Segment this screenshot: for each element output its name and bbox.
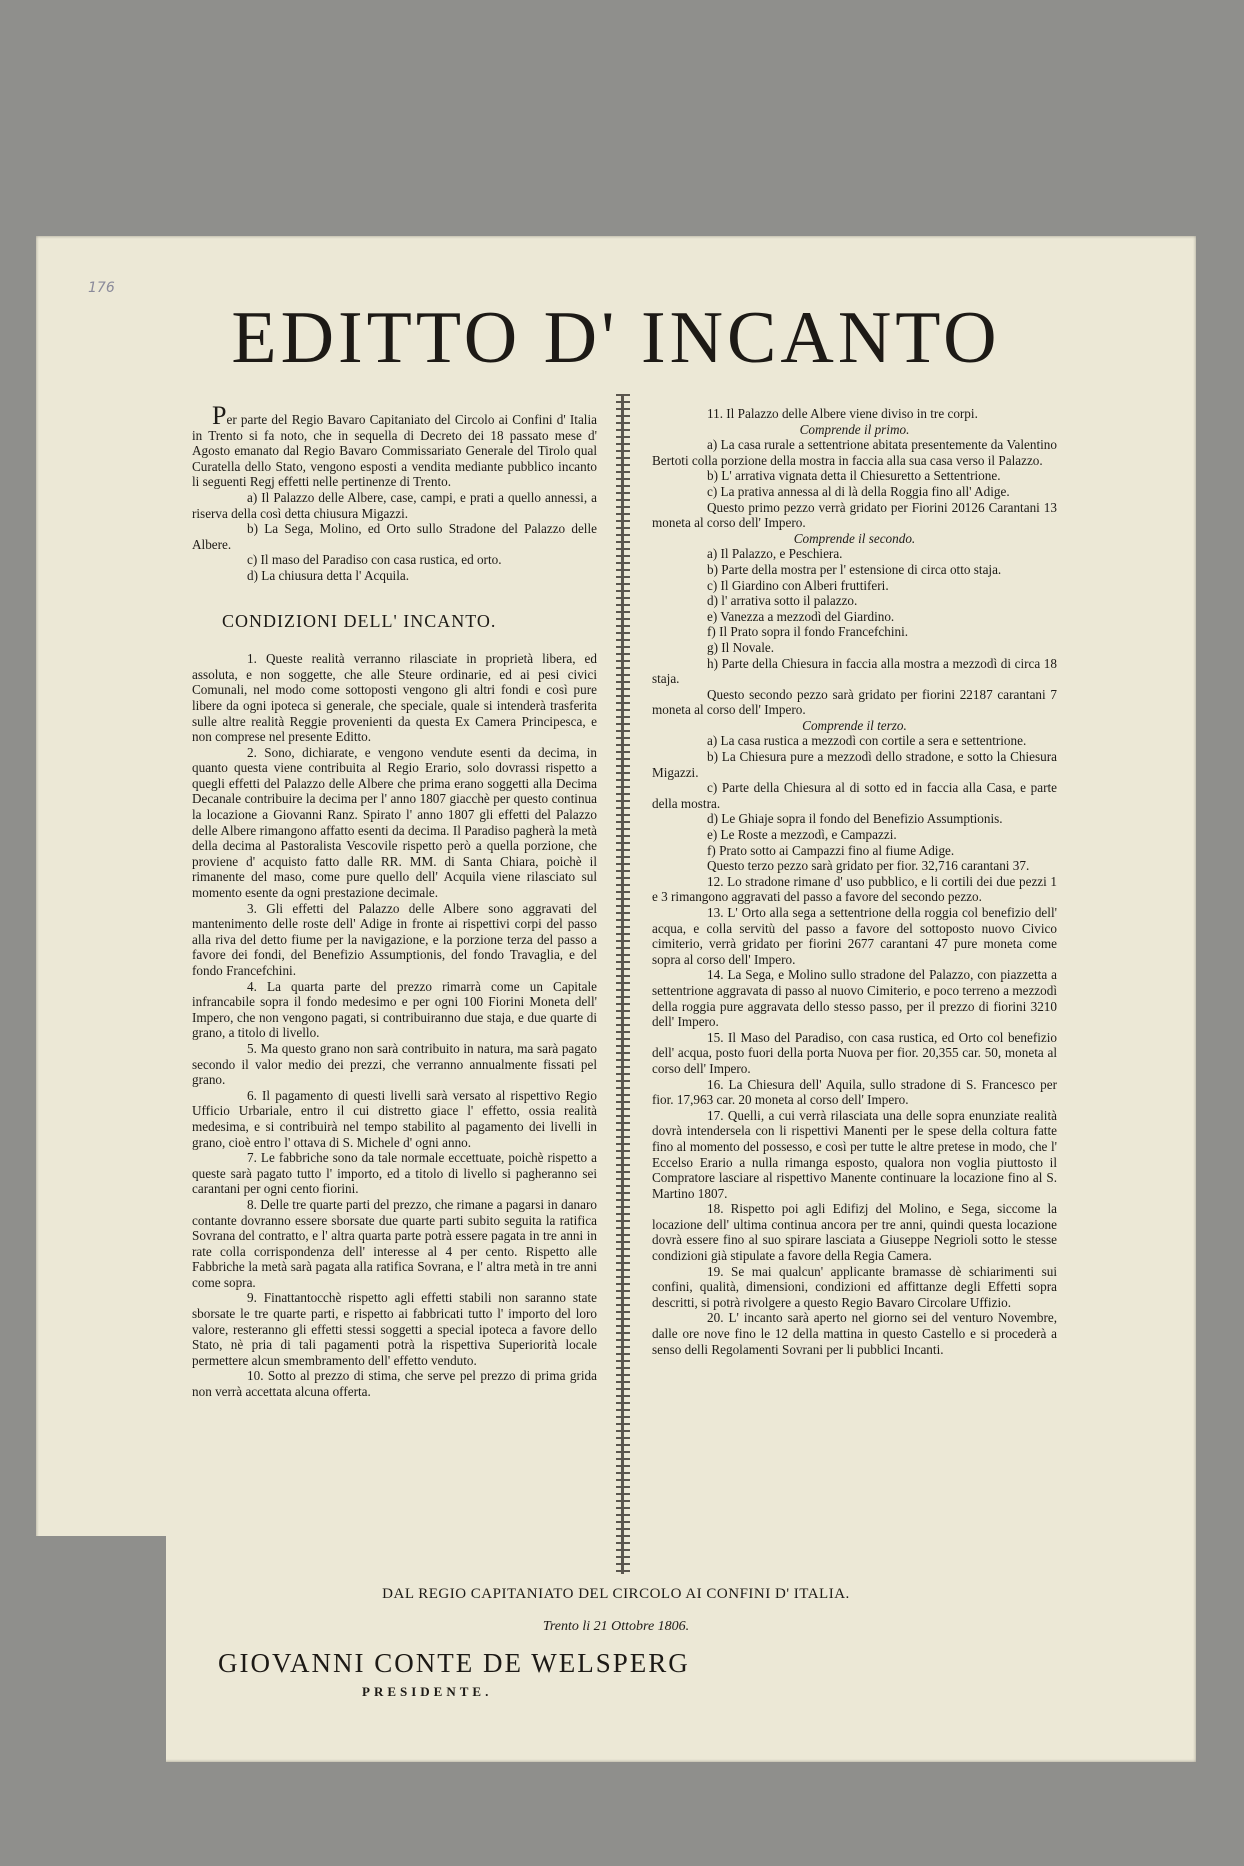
condition-paragraph: 16. La Chiesura dell' Aquila, sullo stradone di S. Francesco per fior. 17,963 car. 20 moneta al corso dell' Impero. [652,1076,1057,1108]
condition-paragraph: f) Prato sotto ai Campazzi fino al fiume Adige. [707,842,955,858]
archive-number: 176 [88,280,115,296]
lot-subheading: Comprende il terzo. [802,717,907,733]
condition-paragraph: c) Parte della Chiesura al di sotto ed in faccia alla Casa, e parte della mostra. [652,780,1057,811]
conditions-heading: CONDIZIONI DELL' INCANTO. [222,610,497,631]
condition-paragraph: d) Le Ghiaje sopra il fondo del Benefizio Assumptionis. [707,811,1003,827]
document-title: EDITTO D' INCANTO [231,297,1001,379]
condition-paragraph: a) La casa rustica a mezzodì con cortile a sera e settentrione. [707,733,1027,749]
condition-paragraph: Questo terzo pezzo sarà gridato per fior. 32,716 carantani 37. [707,858,1030,874]
condition-paragraph: Questo secondo pezzo sarà gridato per fiorini 22187 carantani 7 moneta al corso dell' Impero. [652,686,1057,718]
condition-paragraph: 1. Queste realità verranno rilasciate in proprietà libera, ed assoluta, e non soggette, che alle Steure ordinarie, ed ai pesi civici Comunali, nel modo come sottoposti vengono gli altri fondi e così pure libere da ogni ipoteca si generale, che speciale, quale si intenderà trasferita sulle altre realità Reggie provenienti da questa Ex Camera Principesca, e non comprese nel presente Editto. [192,651,597,745]
condition-paragraph: 8. Delle tre quarte parti del prezzo, che rimane a pagarsi in danaro contante dovranno essere sborsate due quarte parti subito seguita la ratifica Sovrana del contratto, e l' altra quarta parte potrà essere pagata in tre anni in rate colla corrispondenza dell' interesse al 4 per cento. Rispetto alle Fabbriche la metà sarà pagata alla ratifica Sovrana, e l' altra metà in tre anni come sopra. [192,1196,597,1290]
lot-subheading: Comprende il secondo. [793,530,916,546]
lot-subheading: Comprende il primo. [799,421,910,437]
document-sheet [36,236,1196,1762]
condition-paragraph: 14. La Sega, e Molino sullo stradone del Palazzo, con piazzetta a settentrione aggravata di passo al nuovo Cimiterio, e poco terreno a mezzodì della roggia pure aggravata dello stesso passo, per il prezzo di fiorini 3210 dell' Impero. [652,967,1057,1030]
condition-paragraph: a) Il Palazzo, e Peschiera. [707,546,843,562]
left-column [192,401,597,1400]
condition-paragraph: 11. Il Palazzo delle Albere viene diviso in tre corpi. [707,406,978,421]
list-item: d) La chiusura detta l' Acquila. [247,567,410,583]
condition-paragraph: 6. Il pagamento di questi livelli sarà versato al rispettivo Regio Ufficio Urbariale, entro il cui distretto giace l' effetto, ossia realità medesima, e si contribuirà nel tempo stabilito al pagamento dei livelli in grano, cioè entro l' ottava di S. Michele d' ogni anno. [192,1087,597,1150]
condition-paragraph: 10. Sotto al prezzo di stima, che serve pel prezzo di prima grida non verrà accettata alcuna offerta. [192,1368,597,1400]
condition-paragraph: b) Parte della mostra per l' estensione di circa otto staja. [707,561,1002,577]
dropcap: P [212,401,227,430]
condition-paragraph: d) l' arrativa sotto il palazzo. [707,593,858,609]
list-item: a) Il Palazzo delle Albere, case, campi, e prati a quello annessi, a riserva della così detta chiusura Migazzi. [192,489,597,521]
condition-paragraph: 15. Il Maso del Paradiso, con casa rustica, ed Orto col benefizio dell' acqua, posto fuori della porta Nuova per fior. 20,355 car. 50, moneta al corso dell' Impero. [652,1029,1057,1076]
condition-paragraph: b) L' arrativa vignata detta il Chiesuretto a Settentrione. [707,468,1001,484]
signatory-name: GIOVANNI CONTE DE WELSPERG [218,1648,690,1678]
condition-paragraph: c) La prativa annessa al di là della Roggia fino all' Adige. [707,483,1010,499]
condition-paragraph: a) La casa rurale a settentrione abitata presentemente da Valentino Bertoti colla porzione della mostra in faccia alla sua casa verso il Palazzo. [652,437,1057,468]
condition-paragraph: Questo primo pezzo verrà gridato per Fiorini 20126 Carantani 13 moneta al corso dell' Impero. [652,499,1057,531]
condition-paragraph: 4. La quarta parte del prezzo rimarrà come un Capitale infrancabile sopra il fondo medesimo e per ogni 100 Fiorini Moneta dell' Impero, che non vengono pagati, si contribuiranno due staja, e due quarte di grano, a titolo di livello. [192,978,597,1041]
conditions-list [192,651,597,1400]
intro-paragraph [192,401,597,490]
condition-paragraph: b) La Chiesura pure a mezzodì dello stradone, e sotto la Chiesura Migazzi. [652,749,1057,780]
condition-paragraph: 20. L' incanto sarà aperto nel giorno sei del venturo Novembre, dalle ore nove fino le 12 della mattina in questo Castello e si procederà a senso delli Regolamenti Sovrani per li pubblici Incanti. [652,1310,1057,1357]
condition-paragraph: f) Il Prato sopra il fondo Francefchini. [707,624,909,640]
column-divider-ornament [616,394,630,1574]
condition-paragraph: g) Il Novale. [707,639,775,655]
condition-paragraph: h) Parte della Chiesura in faccia alla mostra a mezzodì di circa 18 staja. [652,655,1057,687]
intro-text: er parte del Regio Bavaro Capitaniato del Circolo ai Confini d' Italia in Trento si fa noto, che in sequella di Decreto dei 18 passato mese d' Agosto emanato dal Regio Bavaro Commissariato Generale del Tirolo qual Curatella dello Stato, vengono esposti a vendita mediante pubblico incanto li seguenti Regj effetti nelle pertinenze di Trento. [192,412,597,490]
list-item: b) La Sega, Molino, ed Orto sullo Stradone del Palazzo delle Albere. [192,521,597,552]
right-column [652,406,1057,1357]
signatory-role: PRESIDENTE. [362,1684,493,1699]
condition-paragraph: 19. Se mai qualcun' applicante bramasse dè schiarimenti sui confini, qualità, dimensioni, condizioni ed affittanze degli Effetti sopra descritti, si potrà rivolgere a questo Regio Bavaro Circolare Uffizio. [652,1263,1057,1310]
date-line: Trento li 21 Ottobre 1806. [542,1619,690,1634]
condition-paragraph: 18. Rispetto poi agli Edifizj del Molino, e Sega, siccome la locazione dell' ultima continua ancora per tre anni, quindi questa locazione dovrà essere fino al suo spirare lasciata a Giuseppe Negrioli sotto le stesse condizioni già stipulate a favore della Regia Camera. [652,1201,1057,1264]
condition-paragraph: 12. Lo stradone rimane d' uso pubblico, e li cortili dei due pezzi 1 e 3 rimangono aggravati del passo a favore del secondo pezzo. [652,873,1057,905]
condition-paragraph: 2. Sono, dichiarate, e vengono vendute esenti da decima, in quanto questa viene contribuita al Regio Erario, solo dovrassi rispetto a quegli effetti del Palazzo delle Albere che prima erano soggetti alla Decima Decanale contribuire la decima per l' anno 1807 giacchè per questo continua la locazione a Giovanni Ranz. Spirato l' anno 1807 gli effetti del Palazzo delle Albere rimangono affatto esenti da decima. Il Paradiso pagherà la metà della decima al Pastoralista Vescovile rispetto però a quella porzione, che proviene d' acquisto fatto dalle RR. MM. di Santa Chiara, poichè il rimanente del maso, come pure quello dell' Acquila viene rilasciato sul momento esente da ogni prestazione decimale. [192,744,597,901]
condition-paragraph: 17. Quelli, a cui verrà rilasciata una delle sopra enunziate realità dovrà intendersela con li rispettivi Manenti per le spese della coltura fatte fino al momento del possesso, e così per tutte le altre pretese in modo, che l' Eccelso Erario a nulla rimanga esposto, qualora non voglia piuttosto il Compratore lasciare al rispettivo Manente continuare la locazione fino al S. Martino 1807. [652,1107,1057,1201]
condition-paragraph: 9. Finattantocchè rispetto agli effetti stabili non saranno state sborsate le tre quarte parti, e rispetto ai fabbricati tutto l' importo del loro valore, resteranno gli effetti stessi soggetti a special ipoteca a favore dello Stato, nè pria di tali pagamenti potrà la rispettiva Superiorità locale permettere alcun smembramento dell' effetto venduto. [192,1290,597,1368]
condition-paragraph: 13. L' Orto alla sega a settentrione della roggia col benefizio dell' acqua, e colla servitù del passo a favore del sottoposto nuovo Civico cimiterio, verrà gridato per fiorini 2677 carantani 47 pure moneta come sopra al corso dell' Impero. [652,905,1057,967]
condition-paragraph: c) Il Giardino con Alberi fruttiferi. [707,577,889,593]
condition-paragraph: 7. Le fabbriche sono da tale normale eccettuate, poichè rispetto a queste sarà pagato tutto l' importo, ed a titolo di livello si pagheranno sei carantani per ogni cento fiorini. [192,1150,597,1197]
condition-paragraph: e) Le Roste a mezzodì, e Campazzi. [707,827,897,843]
issuer-line: DAL REGIO CAPITANIATO DEL CIRCOLO AI CONFINI D' ITALIA. [382,1586,850,1602]
condition-paragraph: 5. Ma questo grano non sarà contribuito in natura, ma sarà pagato secondo il valor medio dei prezzi, che verranno annualmente fissati pel grano. [192,1040,597,1088]
condition-paragraph: 3. Gli effetti del Palazzo delle Albere sono aggravati del mantenimento delle roste dell' Adige in fronte ai rispettivi corpi del passo alla riva del detto fiume per la navigazione, e la porzione terza del passo a favore dei fondi, del Benefizio Assumptionis, del fondo Travaglia, e del fondo Francefchini. [192,900,597,978]
condition-paragraph: e) Vanezza a mezzodì del Giardino. [707,608,895,624]
list-item: c) Il maso del Paradiso con casa rustica, ed orto. [247,552,502,568]
